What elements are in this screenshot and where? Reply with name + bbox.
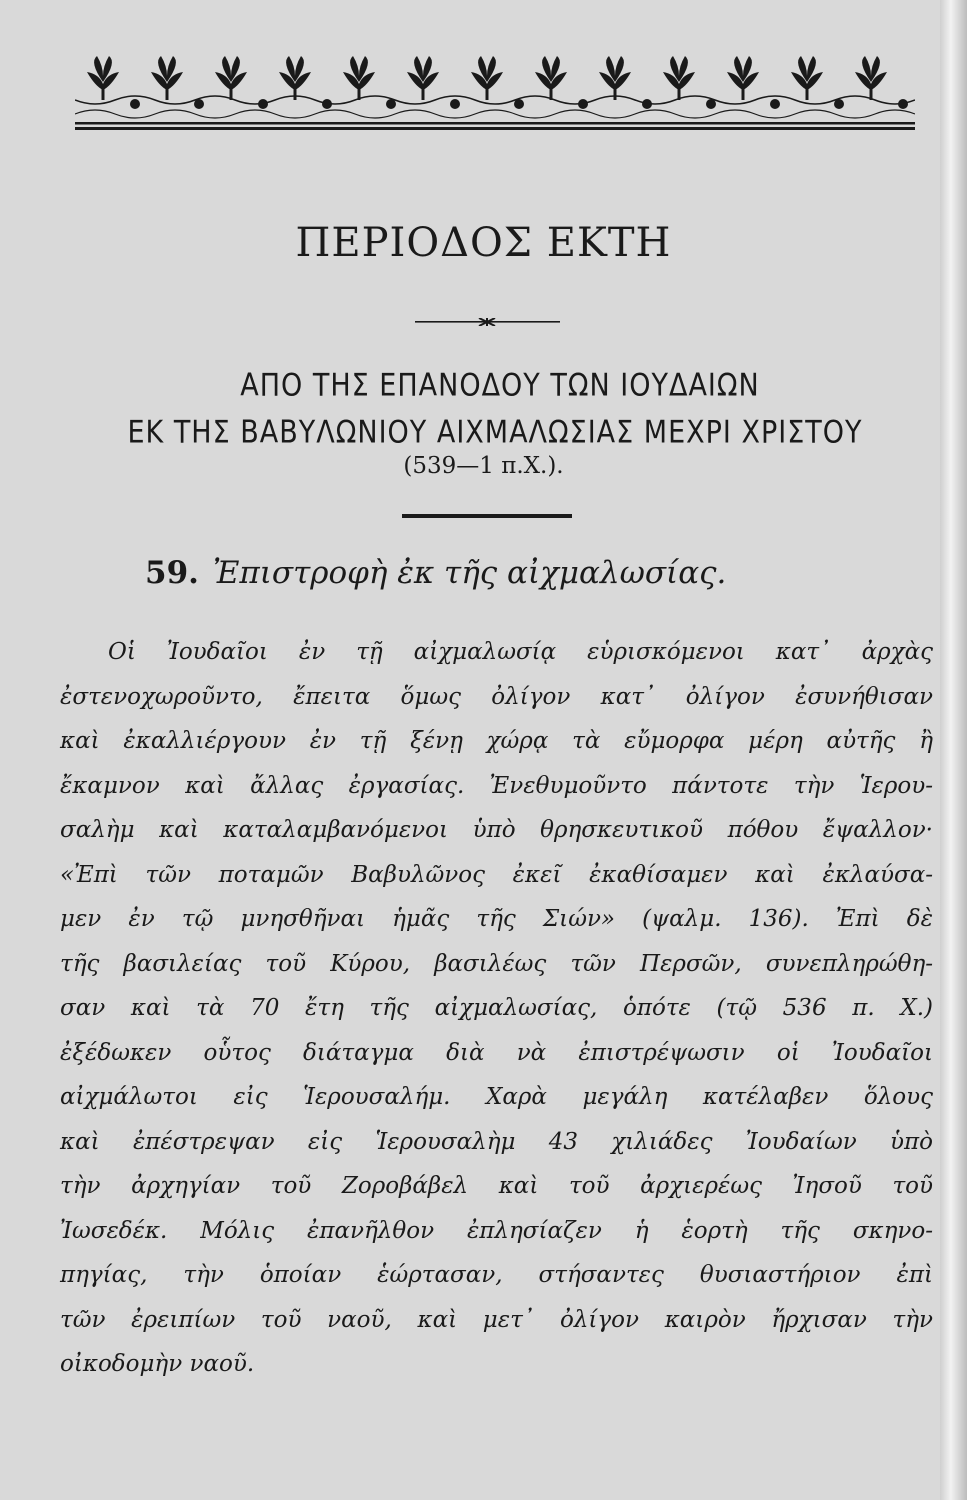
- star-divider: [415, 318, 560, 326]
- page-edge: [940, 0, 967, 1500]
- text-line: πηγίας, τὴν ὁποίαν ἑώρτασαν, στήσαντες θυσιαστήριον ἐπὶ: [60, 1262, 933, 1288]
- text-line: καὶ ἐκαλλιέργουν ἐν τῇ ξένῃ χώρᾳ τὰ εὔμορφα μέρη αὐτῆς ἢ: [60, 728, 933, 754]
- body-paragraph: [60, 630, 933, 1387]
- decorative-border-ornament: [75, 52, 915, 130]
- text-line: καὶ ἐπέστρεψαν εἰς Ἱερουσαλὴμ 43 χιλιάδες Ἰουδαίων ὑπὸ: [60, 1128, 933, 1155]
- text-line: ἔκαμνον καὶ ἄλλας ἐργασίας. Ἐνεθυμοῦντο πάντοτε τὴν Ἱερου-: [60, 772, 933, 799]
- text-line: ἐξέδωκεν οὗτος διάταγμα διὰ νὰ ἐπιστρέψωσιν οἱ Ἰουδαῖοι: [60, 1039, 933, 1066]
- date-range: (539—1 π.Χ.).: [403, 453, 564, 479]
- text-line: τὴν ἀρχηγίαν τοῦ Ζοροβάβελ καὶ τοῦ ἀρχιερέως Ἰησοῦ τοῦ: [60, 1173, 933, 1199]
- text-line: ἐστενοχωροῦντο, ἔπειτα ὅμως ὀλίγον κατ᾽ ὀλίγον ἐσυνήθισαν: [60, 683, 933, 710]
- text-line: Ἰωσεδέκ. Μόλις ἐπανῆλθον ἐπλησίαζεν ἡ ἑορτὴ τῆς σκηνο-: [60, 1217, 933, 1244]
- text-line: τῆς βασιλείας τοῦ Κύρου, βασιλέως τῶν Περσῶν, συνεπληρώθη-: [60, 950, 933, 977]
- divider-rule: [402, 514, 572, 518]
- section-number: 59.: [145, 555, 199, 591]
- subtitle-line-2: ΕΚ ΤΗΣ ΒΑΒΥΛΩΝΙΟΥ ΑΙΧΜΑΛΩΣΙΑΣ ΜΕΧΡΙ ΧΡΙΣΤΟΥ: [127, 414, 863, 451]
- text-line: Οἱ Ἰουδαῖοι ἐν τῇ αἰχμαλωσίᾳ εὑρισκόμενοι κατ᾽ ἀρχὰς: [108, 639, 933, 665]
- text-line: τῶν ἐρειπίων τοῦ ναοῦ, καὶ μετ᾽ ὀλίγον καιρὸν ἤρχισαν τὴν: [60, 1306, 933, 1333]
- section-heading: [145, 555, 726, 591]
- text-line: οἰκοδομὴν ναοῦ.: [60, 1351, 255, 1377]
- text-line: σαλὴμ καὶ καταλαμβανόμενοι ὑπὸ θρησκευτικοῦ πόθου ἔψαλλον·: [60, 817, 933, 843]
- section-title: Ἐπιστροφὴ ἐκ τῆς αἰχμαλωσίας.: [212, 555, 727, 591]
- text-line: «Ἐπὶ τῶν ποταμῶν Βαβυλῶνος ἐκεῖ ἐκαθίσαμεν καὶ ἐκλαύσα-: [60, 861, 933, 888]
- text-line: σαν καὶ τὰ 70 ἔτη τῆς αἰχμαλωσίας, ὁπότε (τῷ 536 π. Χ.): [60, 995, 933, 1021]
- text-line: μεν ἐν τῷ μνησθῆναι ἡμᾶς τῆς Σιών» (ψαλμ. 136). Ἐπὶ δὲ: [60, 906, 933, 932]
- text-line: αἰχμάλωτοι εἰς Ἱερουσαλήμ. Χαρὰ μεγάλη κατέλαβεν ὅλους: [60, 1084, 933, 1110]
- subtitle-line-1: ΑΠΟ ΤΗΣ ΕΠΑΝΟΔΟΥ ΤΩΝ ΙΟΥΔΑΙΩΝ: [240, 367, 760, 404]
- chapter-title: ΠΕΡΙΟΔΟΣ ΕΚΤΗ: [295, 220, 672, 266]
